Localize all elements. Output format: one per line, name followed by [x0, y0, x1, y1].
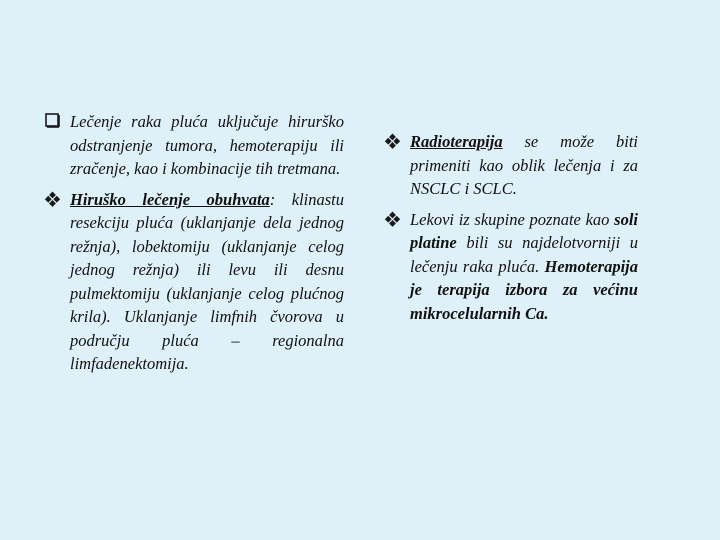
- surgery-colon: :: [269, 189, 276, 209]
- list-item: [384, 208, 638, 326]
- treatment-overview-text: Lečenje raka pluća uključuje hirurško odstranjenje tumora, hemoterapiju ili zračenje, kao i kombinacije tih tretmana.: [70, 112, 344, 178]
- hollow-square-icon: [44, 111, 62, 131]
- radiotherapy-heading: Radioterapija: [410, 132, 503, 151]
- chemotherapy-text: [410, 208, 638, 326]
- chemotherapy-conclusion: Hemoterapija je terapija izbora za većinu mikrocelularnih Ca.: [410, 256, 638, 323]
- right-column: [384, 130, 638, 332]
- diamond-bullet-icon: [44, 189, 62, 209]
- left-column: [44, 110, 344, 383]
- diamond-bullet-icon: [384, 209, 402, 229]
- surgery-heading: Hiruško lečenje obuhvata: [70, 189, 270, 209]
- list-item: [384, 130, 638, 201]
- platinum-salts: soli platine: [410, 209, 638, 252]
- surgery-text: [70, 188, 344, 376]
- surgery-description: klinastu resekciju pluća (uklanjanje dela jednog režnja), lobektomiju (uklanjanje celog jednog režnja) ili levu ili desnu pulmektomiju (uklanjanje celog plućnog krila). Uklanjanje limfnih čvorova u području pluća – regionalna limfadenektomija.: [70, 189, 344, 373]
- radiotherapy-text: [410, 130, 638, 201]
- list-item: [44, 110, 344, 181]
- diamond-bullet-icon: [384, 131, 402, 151]
- radiotherapy-description: se može biti primeniti kao oblik lečenja i za NSCLC i SCLC.: [410, 132, 638, 198]
- drugs-effect: bili su najdelotvorniji u lečenju raka pluća.: [410, 233, 638, 276]
- drugs-intro: Lekovi iz skupine poznate kao: [410, 209, 615, 229]
- list-item: [44, 188, 344, 376]
